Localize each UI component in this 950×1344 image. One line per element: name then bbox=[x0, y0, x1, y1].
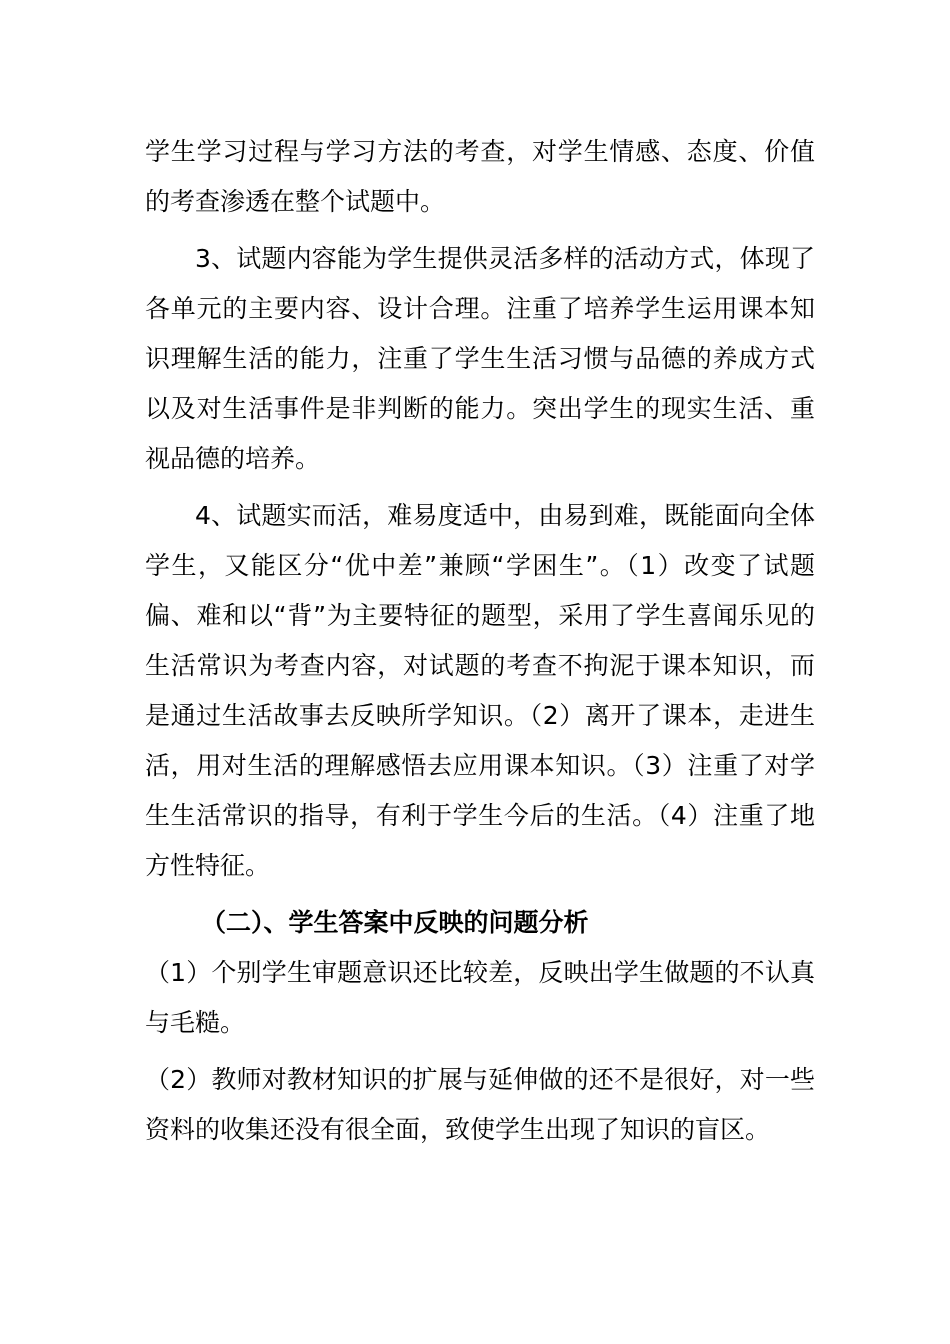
paragraph-item-3: 3、试题内容能为学生提供灵活多样的活动方式，体现了各单元的主要内容、设计合理。注重了培养学生运用课本知识理解生活的能力，注重了学生生活习惯与品德的养成方式以及对生活事件是非判断的能力。突出学生的现实生活、重视品德的培养。 bbox=[145, 244, 815, 473]
paragraph-item-4: 4、试题实而活，难易度适中，由易到难，既能面向全体学生，又能区分“优中差”兼顾“学困生”。（1）改变了试题偏、难和以“背”为主要特征的题型，采用了学生喜闻乐见的生活常识为考查内容，对试题的考查不拘泥于课本知识，而是通过生活故事去反映所学知识。（2）离开了课本，走进生活，用对生活的理解感悟去应用课本知识。（3）注重了对学生生活常识的指导，有利于学生今后的生活。（4）注重了地方性特征。 bbox=[145, 501, 815, 880]
document-body bbox=[145, 127, 815, 1155]
paragraph-continuation: 学生学习过程与学习方法的考查，对学生情感、态度、价值的考查渗透在整个试题中。 bbox=[145, 137, 815, 216]
problem-item-2: （2）教师对教材知识的扩展与延伸做的还不是很好，对一些资料的收集还没有很全面，致使学生出现了知识的盲区。 bbox=[145, 1065, 815, 1144]
problem-item-1: （1）个别学生审题意识还比较差，反映出学生做题的不认真与毛糙。 bbox=[145, 958, 815, 1037]
section-heading: （二）、学生答案中反映的问题分析 bbox=[201, 908, 589, 937]
